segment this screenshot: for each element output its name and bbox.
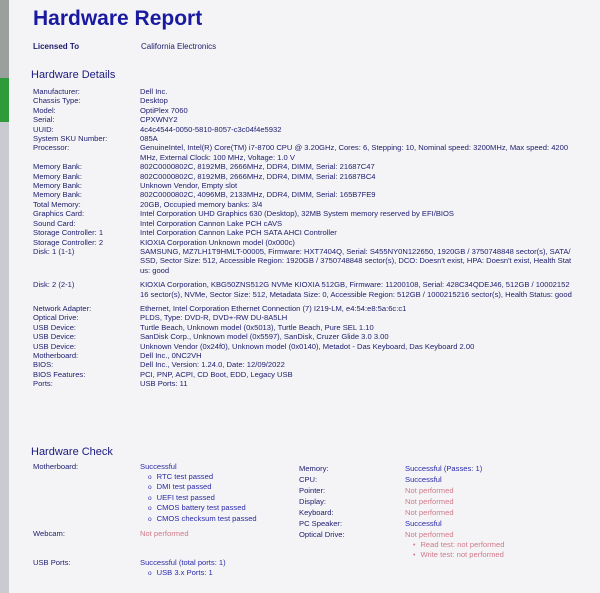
detail-row — [33, 370, 573, 379]
detail-label: Storage Controller: 1 — [33, 228, 104, 238]
detail-value: 802C0000802C, 8192MB, 2666MHz, DDR4, DIMM, Serial: 21687BC4 — [140, 171, 376, 181]
detail-value: Intel Corporation UHD Graphics 630 (Desktop), 32MB System memory reserved by EFI/BIOS — [140, 209, 454, 219]
optical-test-list — [405, 540, 504, 561]
detail-row — [33, 379, 573, 388]
detail-row — [33, 304, 573, 313]
detail-label: BIOS: — [33, 360, 54, 370]
list-item: o CMOS checksum test passed — [148, 514, 257, 525]
check-usb-label: USB Ports: — [33, 558, 71, 567]
check-motherboard-label: Motherboard: — [33, 462, 79, 471]
check-cpu-label: CPU: — [299, 475, 318, 484]
detail-label: USB Device: — [33, 322, 77, 332]
detail-label: UUID: — [33, 124, 54, 134]
licensed-to-value: California Electronics — [141, 42, 217, 51]
detail-row — [33, 238, 573, 247]
detail-row — [33, 219, 573, 228]
detail-label: Optical Drive: — [33, 313, 79, 323]
detail-value: Dell Inc., Version: 1.24.0, Date: 12/09/2022 — [140, 360, 285, 370]
detail-label: Total Memory: — [33, 199, 81, 209]
detail-label: Memory Bank: — [33, 181, 82, 191]
hardware-check-heading: Hardware Check — [31, 446, 113, 458]
detail-label: Memory Bank: — [33, 171, 82, 181]
hardware-details-heading: Hardware Details — [31, 69, 116, 81]
detail-label: Graphics Card: — [33, 209, 85, 219]
detail-row — [33, 115, 573, 124]
detail-row — [33, 172, 573, 181]
detail-value: Ethernet, Intel Corporation Ethernet Connection (7) I219-LM, e4:54:e8:5a:6c:c1 — [140, 303, 407, 313]
detail-label: Network Adapter: — [33, 303, 92, 313]
detail-label: BIOS Features: — [33, 369, 86, 379]
detail-value: 802C0000802C, 4096MB, 2133MHz, DDR4, DIMM, Serial: 165B7FE9 — [140, 190, 376, 200]
check-motherboard-result — [140, 462, 257, 525]
detail-value: 802C0000802C, 8192MB, 2666MHz, DDR4, DIMM, Serial: 21687C47 — [140, 162, 375, 172]
detail-label: Disk: 1 (1-1) — [33, 246, 75, 256]
detail-row — [33, 143, 573, 162]
detail-row — [33, 200, 573, 209]
list-item: o DMI test passed — [148, 482, 257, 493]
detail-label: Serial: — [33, 115, 55, 125]
detail-row — [33, 360, 573, 369]
check-webcam-label: Webcam: — [33, 529, 65, 538]
detail-row — [33, 125, 573, 134]
detail-row — [33, 323, 573, 332]
report-title: Hardware Report — [33, 7, 203, 30]
list-item: • Write test: not performed — [413, 550, 504, 561]
detail-label: Motherboard: — [33, 350, 79, 360]
detail-label: Chassis Type: — [33, 96, 81, 106]
detail-value: 20GB, Occupied memory banks: 3/4 — [140, 199, 263, 209]
left-edge-strip — [0, 0, 9, 593]
detail-value: Desktop — [140, 96, 168, 106]
list-item: o RTC test passed — [148, 472, 257, 483]
detail-label: Model: — [33, 105, 56, 115]
detail-value: Dell Inc. — [140, 87, 168, 96]
check-speaker-status: Successful — [405, 519, 442, 528]
detail-label: Disk: 2 (2-1) — [33, 280, 75, 290]
check-optical-result — [405, 530, 504, 561]
detail-value: SAMSUNG, MZ7LH1T9HMLT-00005, Firmware: HXT7404Q, Serial: S455NY0N122650, 1920GB / 3750748848 sector(s), SATA/SSD, Sector Size: 512, Accessible Region: 1920GB / 3750748848 sector(s), DCO: Doesn't exist, HPA: Doesn't exist, Health Status: good — [140, 246, 572, 275]
detail-row — [33, 247, 573, 275]
detail-value: CPXWNY2 — [140, 115, 178, 125]
detail-value: OptiPlex 7060 — [140, 105, 188, 115]
usb-port-list — [140, 568, 226, 579]
check-optical-status: Not performed — [405, 530, 454, 539]
detail-label: Manufacturer: — [33, 87, 80, 96]
detail-row — [33, 228, 573, 237]
list-item: o CMOS battery test passed — [148, 503, 257, 514]
detail-row — [33, 342, 573, 351]
check-pointer-status: Not performed — [405, 486, 454, 495]
check-usb-status: Successful (total ports: 1) — [140, 558, 226, 567]
list-item: o UEFI test passed — [148, 493, 257, 504]
detail-row — [33, 162, 573, 171]
detail-value: Unknown Vendor, Empty slot — [140, 181, 238, 191]
detail-row — [33, 351, 573, 360]
detail-value: Turtle Beach, Unknown model (0x5013), Turtle Beach, Pure SEL 1.10 — [140, 322, 374, 332]
detail-value: KIOXIA Corporation, KBG50ZNS512G NVMe KIOXIA 512GB, Firmware: 11200108, Serial: 428C34QDEJ46, 512GB / 1000215216 sector(s), NVMe, Sector Size: 512, Metadata Size: 0, Accessible Region: 512GB / 1000215216 sector(s), Health Status: good — [140, 280, 572, 299]
detail-value: SanDisk Corp., Unknown model (0x5597), SanDisk, Cruzer Glide 3.0 3.00 — [140, 332, 389, 342]
detail-label: System SKU Number: — [33, 134, 108, 144]
detail-label: Storage Controller: 2 — [33, 237, 104, 247]
check-pointer-label: Pointer: — [299, 486, 326, 495]
check-memory-label: Memory: — [299, 464, 329, 473]
detail-value: 085A — [140, 134, 158, 144]
detail-label: USB Device: — [33, 341, 77, 351]
detail-value: USB Ports: 11 — [140, 379, 188, 389]
check-keyboard-status: Not performed — [405, 508, 454, 517]
detail-label: Processor: — [33, 143, 70, 153]
check-optical-label: Optical Drive: — [299, 530, 345, 539]
detail-row — [33, 332, 573, 341]
check-motherboard-status: Successful — [140, 462, 177, 471]
detail-value: PCI, PNP, ACPI, CD Boot, EDD, Legacy USB — [140, 369, 293, 379]
detail-row — [33, 134, 573, 143]
detail-value: KIOXIA Corporation Unknown model (0x000c) — [140, 237, 295, 247]
detail-row — [33, 209, 573, 218]
check-webcam-status: Not performed — [140, 529, 189, 538]
detail-row — [33, 106, 573, 115]
detail-row — [33, 96, 573, 105]
check-memory-status: Successful (Passes: 1) — [405, 464, 483, 473]
detail-value: Intel Corporation Cannon Lake PCH SATA AHCI Controller — [140, 228, 337, 238]
hardware-details-list — [33, 87, 573, 389]
list-item: o USB 3.x Ports: 1 — [148, 568, 226, 579]
detail-label: Ports: — [33, 379, 53, 389]
check-display-status: Not performed — [405, 497, 454, 506]
detail-row — [33, 181, 573, 190]
check-keyboard-label: Keyboard: — [299, 508, 334, 517]
detail-value: PLDS, Type: DVD-R, DVD+-RW DU-8A5LH — [140, 313, 288, 323]
detail-value: 4c4c4544-0050-5810-8057-c3c04f4e5932 — [140, 124, 282, 134]
detail-label: Sound Card: — [33, 218, 76, 228]
detail-value: GenuineIntel, Intel(R) Core(TM) i7-8700 CPU @ 3.20GHz, Cores: 6, Stepping: 10, Nominal speed: 3200MHz, Max speed: 4200MHz, External Clock: 100 MHz, Voltage: 1.0 V — [140, 143, 569, 162]
detail-label: Memory Bank: — [33, 162, 82, 172]
detail-row — [33, 190, 573, 199]
detail-label: Memory Bank: — [33, 190, 82, 200]
detail-value: Intel Corporation Cannon Lake PCH cAVS — [140, 218, 283, 228]
detail-row — [33, 280, 573, 299]
detail-row — [33, 87, 573, 96]
check-usb-result — [140, 558, 226, 578]
check-display-label: Display: — [299, 497, 327, 506]
list-item: • Read test: not performed — [413, 540, 504, 551]
detail-row — [33, 313, 573, 322]
detail-value: Unknown Vendor (0x24f0), Unknown model (0x0140), Metadot - Das Keyboard, Das Keyboard 2.00 — [140, 341, 475, 351]
motherboard-test-list — [140, 472, 257, 525]
detail-value: Dell Inc., 0NC2VH — [140, 350, 202, 360]
check-speaker-label: PC Speaker: — [299, 519, 343, 528]
detail-label: USB Device: — [33, 332, 77, 342]
licensed-to-label: Licensed To — [33, 42, 80, 51]
check-cpu-status: Successful — [405, 475, 442, 484]
